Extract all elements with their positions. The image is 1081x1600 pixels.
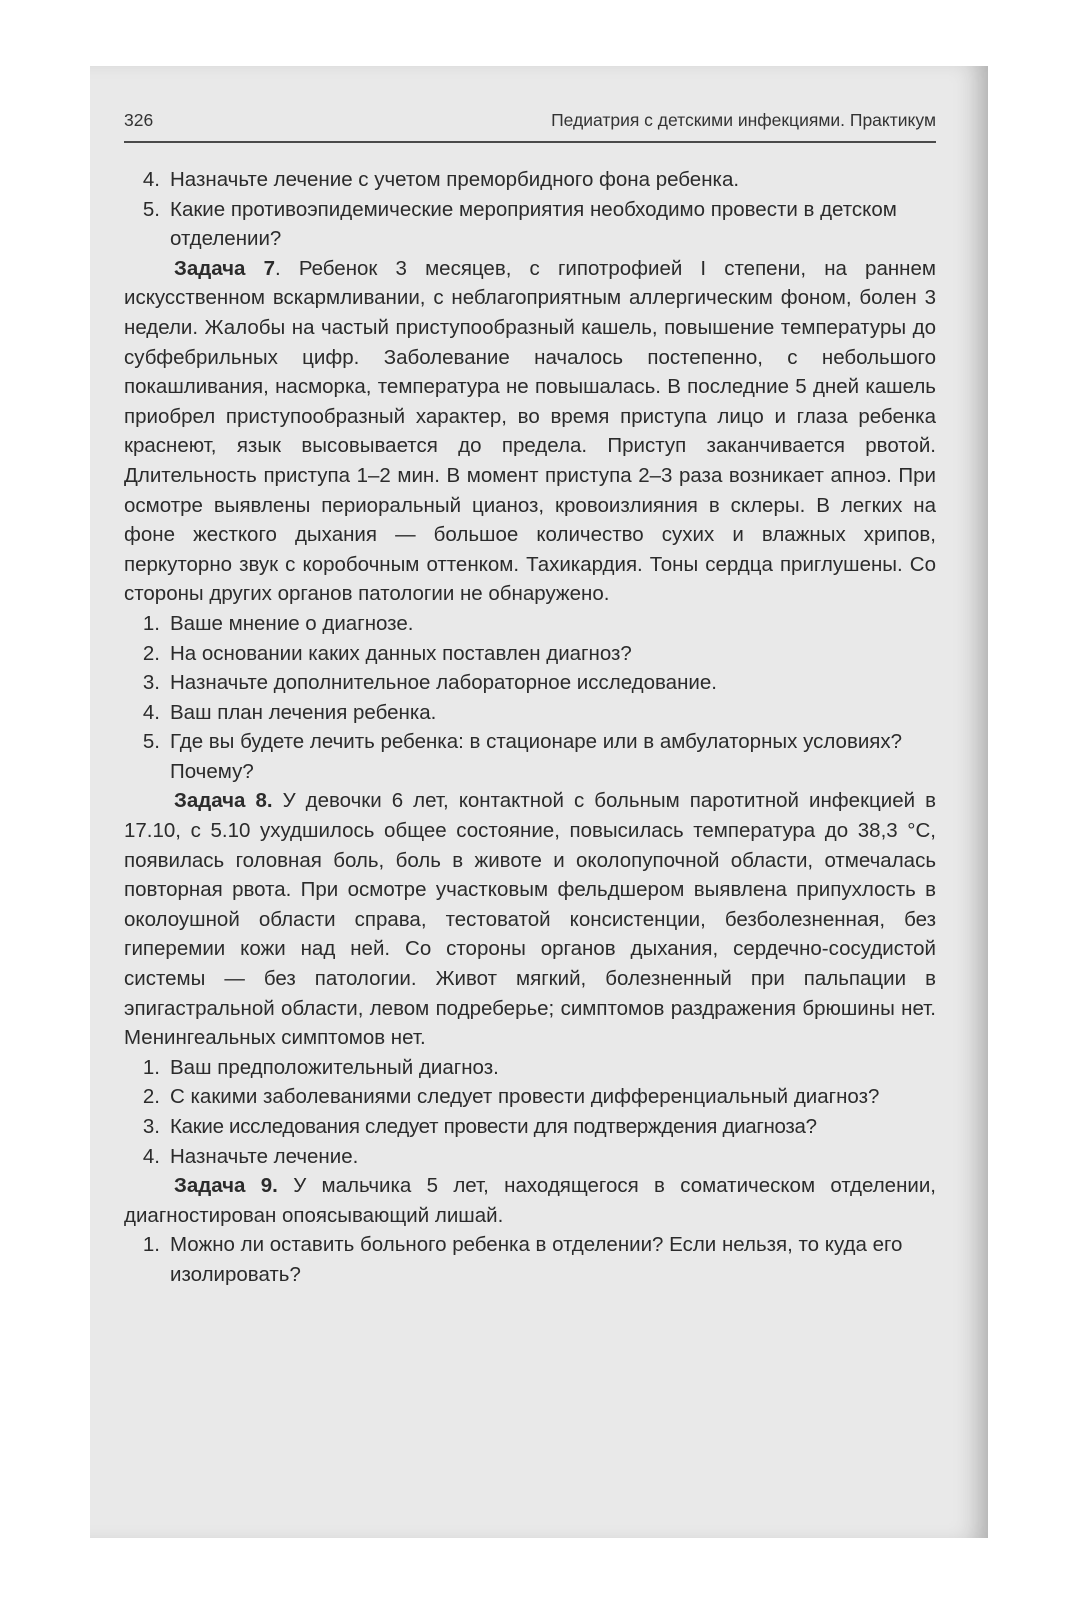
- list-item: 3. Назначьте дополнительное лабораторное исследование.: [142, 671, 717, 695]
- task-7-text: Задача 7. Ребенок 3 месяцев, с гипотрофией I степени, на раннем искусственном вскармливании, с неблагоприятным аллергическим фоном, болен 3 недели. Жалобы на частый приступообразный кашель, повышение температуры до субфебрильных цифр. Заболевание началось постепенно, с небольшого покашливания, насморка, температура не повышалась. В последние 5 дней кашель приобрел приступообразный характер, во время приступа лицо и глаза ребенка краснеют, язык высовывается до предела. Приступ заканчивается рвотой. Длительность приступа 1–2 мин. В момент приступа 2–3 раза возникает апноэ. При осмотре выявлены периоральный цианоз, кровоизлияния в склеры. В легких на фоне жесткого дыхания — большое количество сухих и влажных хрипов, перкуторно звук с коробочным оттенком. Тахикардия. Тоны сердца приглушены. Со стороны других органов патологии не обнаружено.: [124, 256, 936, 606]
- task-7-label: Задача 7: [174, 256, 275, 280]
- task-8-label: Задача 8.: [174, 789, 273, 813]
- list-item: 2. На основании каких данных поставлен диагноз?: [142, 641, 632, 665]
- book-page: [124, 110, 936, 1290]
- page-header: [124, 110, 936, 143]
- top-question-list: [124, 165, 936, 254]
- list-item: 4. Ваш план лечения ребенка.: [142, 700, 437, 724]
- list-item: 1. Ваше мнение о диагнозе.: [142, 611, 414, 635]
- page-content: [124, 165, 936, 1290]
- list-item: 4. Назначьте лечение.: [142, 1144, 359, 1168]
- list-item: 5. Где вы будете лечить ребенка: в стационаре или в амбулаторных условиях? Почему?: [142, 730, 903, 783]
- list-item: 5. Какие противоэпидемические мероприятия необходимо провести в детском отделении?: [142, 197, 897, 251]
- task-9-questions: [124, 1230, 936, 1289]
- list-item: 3. Какие исследования следует провести для подтверждения диагноза?: [142, 1115, 817, 1138]
- task-8-text: Задача 8. У девочки 6 лет, контактной с больным паротитной инфекцией в 17.10, с 5.10 ухудшилось общее состояние, повысилась температура до 38,3 °С, появилась головная боль, боль в животе и околопупочной области, отмечалась повторная рвота. При осмотре участковым фельдшером выявлена припухлость в околоушной области справа, тестоватой консистенции, безболезненная, без гиперемии кожи над ней. Со стороны органов дыхания, сердечно-сосудистой системы — без патологии. Живот мягкий, болезненный при пальпации в эпигастральной области, левом подреберье; симптомов раздражения брюшины нет. Менингеальных симптомов нет.: [124, 789, 936, 1050]
- task-7-questions: [124, 609, 936, 787]
- list-item: 4. Назначьте лечение с учетом преморбидного фона ребенка.: [142, 168, 740, 191]
- task-8-questions: [124, 1053, 936, 1171]
- task-9-text: Задача 9. У мальчика 5 лет, находящегося в соматическом отделении, диагностирован опоясывающий лишай.: [124, 1174, 936, 1227]
- task-9-label: Задача 9.: [174, 1174, 278, 1198]
- running-title: Педиатрия с детскими инфекциями. Практикум: [551, 110, 936, 130]
- page-number: 326: [124, 110, 154, 130]
- list-item: 1. Ваш предположительный диагноз.: [142, 1055, 499, 1079]
- list-item: 1. Можно ли оставить больного ребенка в отделении? Если нельзя, то куда его изолировать?: [142, 1233, 903, 1286]
- list-item: 2. С какими заболеваниями следует провести дифференциальный диагноз?: [142, 1085, 880, 1109]
